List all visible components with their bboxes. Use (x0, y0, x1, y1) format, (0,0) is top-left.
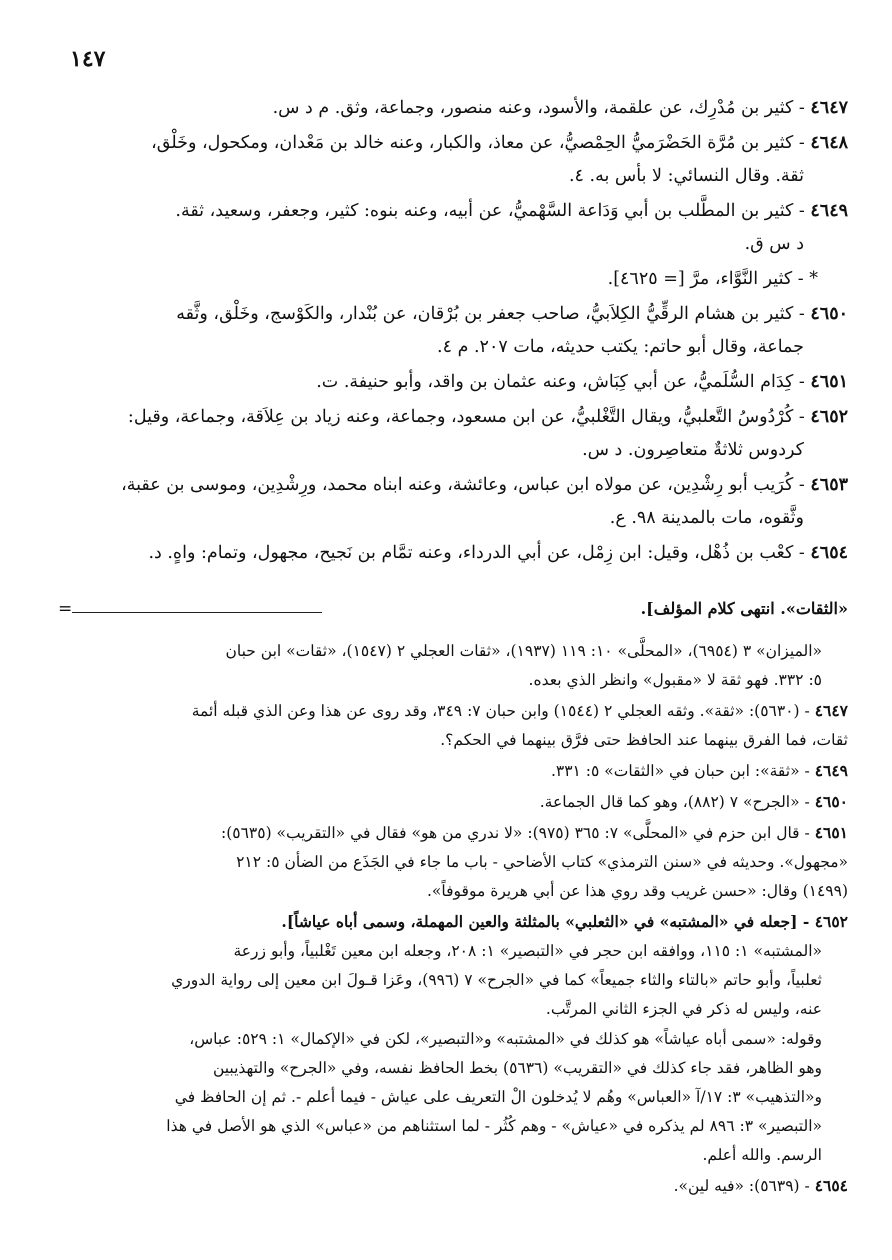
footnote-4650 (58, 787, 848, 817)
footnote-continuation: ٥: ٣٣٢. فهو ثقة لا «مقبول» وانظر الذي بعده. (528, 671, 822, 689)
footnote-paragraph (58, 937, 848, 1024)
entry-4651 (58, 366, 848, 399)
footnote-4651 (58, 818, 848, 906)
footnote-4649 (58, 756, 848, 786)
footnote-number: ٤٦٥٢ (814, 912, 848, 931)
footnote-number: ٤٦٤٩ (814, 761, 848, 780)
footnote-continuation: (١٤٩٩) وقال: «حسن غريب وقد روي هذا عن أبي هريرة موقوفاً». (427, 882, 848, 900)
footnote-continuation: وهو الظاهر، فقد جاء كذلك في «التقريب» (٥٦٣٦) بخط الحافظ نفسه، وفي «الجرح» والتهذيبين (212, 1059, 822, 1077)
footnote-text: - (٥٦٣٩): «فيه لين». (673, 1177, 810, 1195)
footnote-divider (58, 597, 848, 629)
entry-continuation: د س ق. (744, 234, 804, 254)
entry-text: - كعْب بن ذُهْل، وقيل: ابن زِمْل، عن أبي الدرداء، وعنه تمَّام بن نَجيح، مجهول، وتمام: واهٍ. د. (148, 543, 805, 563)
entry-4647 (58, 92, 848, 125)
entry-4653 (58, 469, 848, 535)
entry-continuation: ثقة. وقال النسائي: لا بأس به. ٤. (568, 166, 804, 186)
entry-text: - كُرَيب أبو رِشْدِين، عن مولاه ابن عباس، وعائشة، وعنه ابناه محمد، ورِشْدِين، وموسى بن عقبة، (121, 475, 805, 495)
footnote-number: ٤٦٥٠ (814, 792, 848, 811)
entry-continuation: كردوس ثلاثةٌ متعاصِرون. د س. (582, 440, 804, 460)
entry-text: - كُرْدُوسُ التَّعلبيُّ، ويقال التَّغْلبيُّ، عن ابن مسعود، وجماعة، وعنه زياد بن عِلاَقة، وجماعة، وقيل: (127, 407, 805, 427)
footnote-text: - قال ابن حزم في «المحلَّى» ٧: ٣٦٥ (٩٧٥): «لا ندري من هو» فقال في «التقريب» (٥٦٣٥): (220, 824, 810, 842)
entry-number: ٤٦٤٨ (810, 133, 848, 153)
footnote-text: وقوله: «سمى أباه عياشاً» هو كذلك في «المشتبه» و«التبصير»، لكن في «الإكمال» ١: ٥٢٩: عباس، (189, 1030, 822, 1048)
footnote-4654 (58, 1171, 848, 1201)
entry-continuation: وثَّقوه، مات بالمدينة ٩٨. ع. (609, 508, 804, 528)
entry-text: - كثير بن هشام الرقِّيُّ الكِلاَبيُّ، صاحب جعفر بن بُرْقان، عن بُنْدار، والكَوْسج، وخَلْق، وثَّقه (176, 304, 805, 324)
entry-4648 (58, 127, 848, 193)
footnote-number: ٤٦٤٧ (814, 701, 848, 720)
footnote-4647 (58, 696, 848, 755)
entry-text: - كِدَام السُّلَميُّ، عن أبي كِبَاش، وعنه عثمان بن واقد، وأبو حنيفة. ت. (316, 372, 805, 392)
footnote-text: - «ثقة»: ابن حبان في «الثقات» ٥: ٣٣١. (550, 762, 810, 780)
footnote-continuation: و«التذهيب» ٣: ١٧/آ «العباس» وهُم لا يُدخلون الْ التعريف على عياش - فيما أعلم -. ثم إن الحافظ في (174, 1088, 822, 1106)
footnote-text: - (٥٦٣٠): «ثقة». وثقه العجلي ٢ (١٥٤٤) وابن حبان ٧: ٣٤٩، وقد روى عن هذا وعن الذي قبله أئمة (191, 702, 810, 720)
footnote-paragraph (58, 637, 848, 695)
footnote-continuation: الرسم. والله أعلم. (702, 1146, 822, 1164)
entry-4650 (58, 298, 848, 364)
footnote-carryover: «الثقات». انتهى كلام المؤلف]. (640, 599, 848, 618)
footnote-paragraph (58, 1025, 848, 1170)
footnote-continuation: ثقات، فما الفرق بينهما عند الحافظ حتى فرَّق بينهما في الحكم؟. (440, 731, 848, 749)
entry-4649 (58, 195, 848, 261)
footnote-text: - «الجرح» ٧ (٨٨٢)، وهو كما قال الجماعة. (539, 793, 810, 811)
footnote-number: ٤٦٥١ (814, 823, 848, 842)
entry-cross-reference (58, 263, 848, 296)
page-number: ١٤٧ (70, 46, 106, 72)
divider-symbol: = (58, 599, 73, 619)
divider-rule (72, 612, 322, 613)
entry-number: ٤٦٥١ (810, 372, 848, 392)
footnote-text: «الميزان» ٣ (٦٩٥٤)، «المحلَّى» ١٠: ١١٩ (١٩٣٧)، «ثقات العجلي ٢ (١٥٤٧)، «ثقات» ابن حبان (225, 642, 822, 660)
entry-text: - كثير بن مُرَّة الحَضْرَميُّ الحِمْصيُّ، عن معاذ، والكبار، وعنه خالد بن مَعْدان، ومكحول، وخَلْق، (151, 133, 805, 153)
entry-text: - كثير بن المطَّلب بن أبي وَدَاعة السَّهْميُّ، عن أبيه، وعنه بنوه: كثير، وجعفر، وسعيد، ثقة. (175, 201, 805, 221)
entry-number: ٤٦٤٩ (810, 201, 848, 221)
footnote-number: ٤٦٥٤ (814, 1176, 848, 1195)
entry-4654 (58, 537, 848, 570)
footnotes (58, 637, 848, 1202)
entry-number: ٤٦٥٤ (810, 543, 848, 563)
entry-number: ٤٦٥٢ (810, 407, 848, 427)
footnote-4652 (58, 907, 848, 936)
footnote-continuation: عنه، وليس له ذكر في الجزء الثاني المرتَّب. (545, 1000, 822, 1018)
entry-number: ٤٦٤٧ (810, 98, 848, 118)
entry-4652 (58, 401, 848, 467)
footnote-continuation: «مجهول». وحديثه في «سنن الترمذي» كتاب الأضاحي - باب ما جاء في الجَذَع من الضأن ٥: ٢١٢ (236, 853, 848, 871)
entry-continuation: جماعة، وقال أبو حاتم: يكتب حديثه، مات ٢٠٧. م ٤. (437, 337, 804, 357)
entry-number: ٤٦٥٠ (810, 304, 848, 324)
footnote-continuation: «التبصير» ٣: ٨٩٦ لم يذكره في «عياش» - وهم كُثُر - لما استثناهم من «عباس» الذي هو الأصل في هذا (166, 1117, 822, 1135)
entry-text: * - كثير النَّوَّاء، مرَّ [= ٤٦٢٥]. (607, 269, 818, 289)
entry-text: - كثير بن مُدْرِك، عن علقمة، والأسود، وعنه منصور، وجماعة، وثق. م د س. (272, 98, 805, 118)
footnote-text: «المشتبه» ١: ١١٥، ووافقه ابن حجر في «التبصير» ١: ٢٠٨، وجعله ابن معين تَغْلبياً، وأبو زرعة (233, 942, 822, 960)
footnote-text: - [جعله في «المشتبه» في «الثعلبي» بالمثلثة والعين المهملة، وسمى أباه عياشاً]. (281, 912, 810, 931)
main-text (58, 92, 848, 572)
entry-number: ٤٦٥٣ (810, 475, 848, 495)
footnote-continuation: ثعلبياً، وأبو حاتم «بالتاء والثاء جميعاً» كما في «الجرح» ٧ (٩٩٦)، وعَزا قـولَ ابن معين إلى رواية الدوري (171, 971, 822, 989)
